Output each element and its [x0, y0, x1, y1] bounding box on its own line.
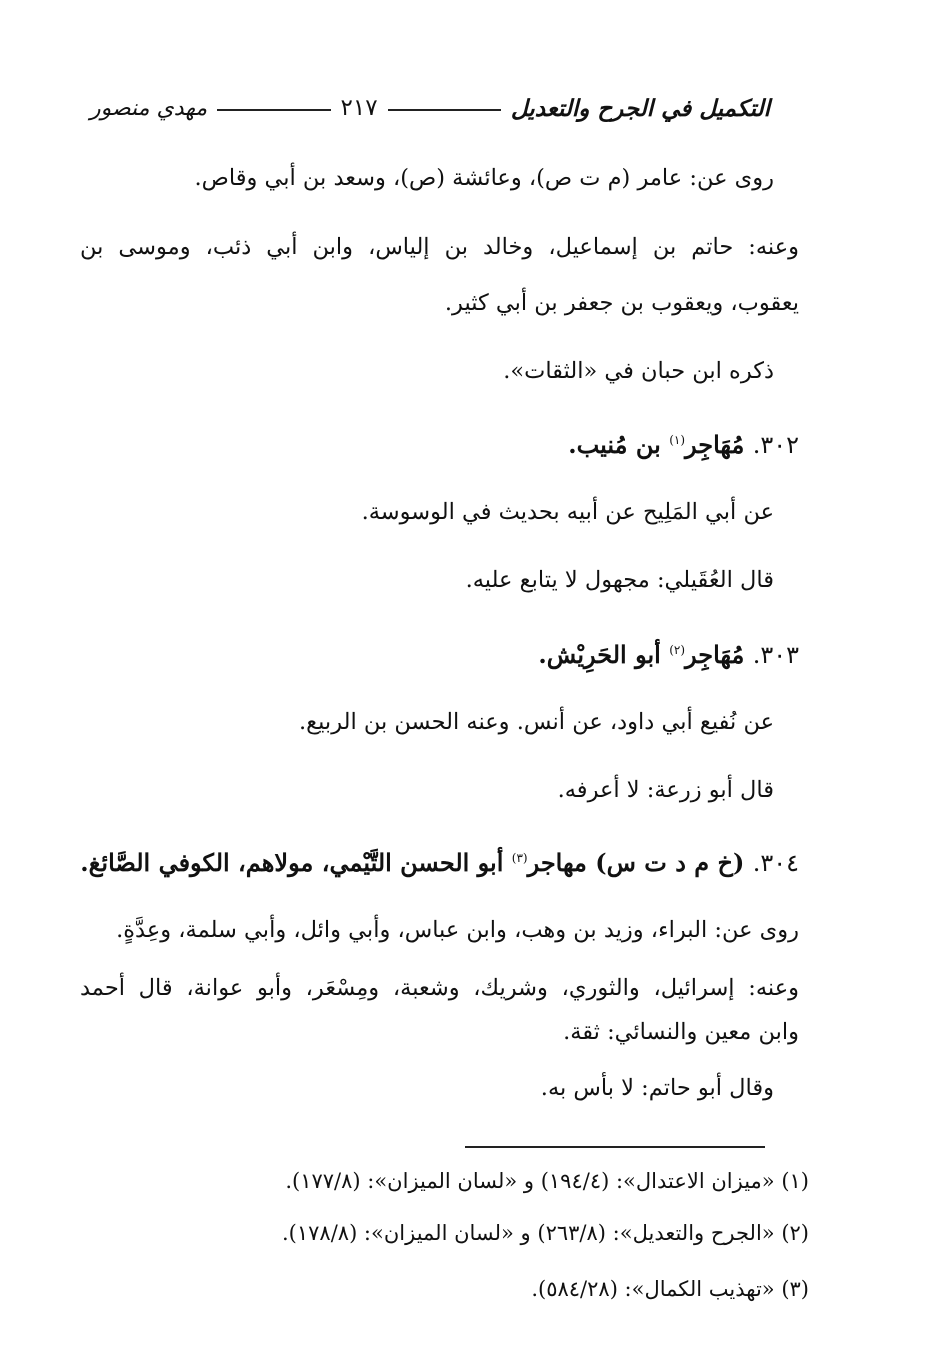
paragraph-narrated-from: روى عن: عامر (م ت ص)، وعائشة (ص)، وسعد بن أبي وقاص.	[194, 165, 774, 191]
entry-number: ٣٠٢.	[752, 431, 799, 459]
paragraph-israil-line2: وابن معين والنسائي: ثقة.	[563, 1019, 799, 1045]
paragraph-bara: روى عن: البراء، وزيد بن وهب، وابن عباس، وأبي وائل، وأبي سلمة، وعِدَّةٍ.	[116, 917, 799, 943]
book-title: التكميل في الجرح والتعديل	[510, 94, 770, 122]
entry-number: ٣٠٣.	[752, 641, 799, 669]
page-number: ٢١٧	[340, 95, 378, 121]
footnote-ref: (٢)	[669, 643, 686, 657]
footnote-3: (٣) «تهذيب الكمال»: (٥٨٤/٢٨).	[531, 1277, 809, 1301]
paragraph-ibn-hibban: ذكره ابن حبان في «الثقات».	[503, 358, 774, 384]
paragraph-uqayli: قال العُقَيلي: مجهول لا يتابع عليه.	[465, 567, 774, 593]
entry-name: (خ م د ت س) مهاجر	[527, 848, 745, 877]
entry-302-heading	[568, 420, 799, 465]
entry-303-heading	[538, 630, 799, 675]
header-separator	[217, 109, 330, 111]
entry-name: مُهَاجِر	[685, 640, 745, 669]
paragraph-abu-zura: قال أبو زرعة: لا أعرفه.	[557, 777, 774, 803]
paragraph-israil-line1: وعنه: إسرائيل، والثوري، وشريك، وشعبة، ومِسْعَر، وأبو عوانة، قال أحمد	[80, 975, 799, 1001]
entry-304-heading	[80, 838, 799, 883]
paragraph-narrators-line1: وعنه: حاتم بن إسماعيل، وخالد بن إلياس، وابن أبي ذئب، وموسى بن	[80, 234, 799, 260]
entry-name-rest: أبو الحسن التَّيْمي، مولاهم، الكوفي الصَّائغ.	[80, 848, 504, 877]
footnote-divider	[465, 1146, 765, 1148]
paragraph-abu-hatim: وقال أبو حاتم: لا بأس به.	[540, 1075, 774, 1101]
entry-name: مُهَاجِر	[685, 430, 745, 459]
entry-name-rest: بن مُنيب.	[568, 430, 661, 459]
running-header	[90, 88, 770, 128]
footnote-ref: (٣)	[511, 851, 528, 865]
paragraph-abi-malih: عن أبي المَلِيح عن أبيه بحديث في الوسوسة.	[361, 499, 774, 525]
entry-name-rest: أبو الحَرِيْش.	[538, 640, 661, 669]
footnote-ref: (١)	[669, 433, 686, 447]
entry-number: ٣٠٤.	[752, 849, 799, 877]
footnote-2: (٢) «الجرح والتعديل»: (٢٦٣/٨) و «لسان الميزان»: (١٧٨/٨).	[281, 1221, 809, 1245]
paragraph-nufay: عن نُفيع أبي داود، عن أنس. وعنه الحسن بن الربيع.	[299, 709, 774, 735]
header-separator	[388, 109, 501, 111]
footnote-1: (١) «ميزان الاعتدال»: (١٩٤/٤) و «لسان الميزان»: (١٧٧/٨).	[285, 1169, 809, 1193]
paragraph-narrators-line2: يعقوب، ويعقوب بن جعفر بن أبي كثير.	[444, 290, 799, 316]
author-name: مهدي منصور	[89, 95, 208, 121]
